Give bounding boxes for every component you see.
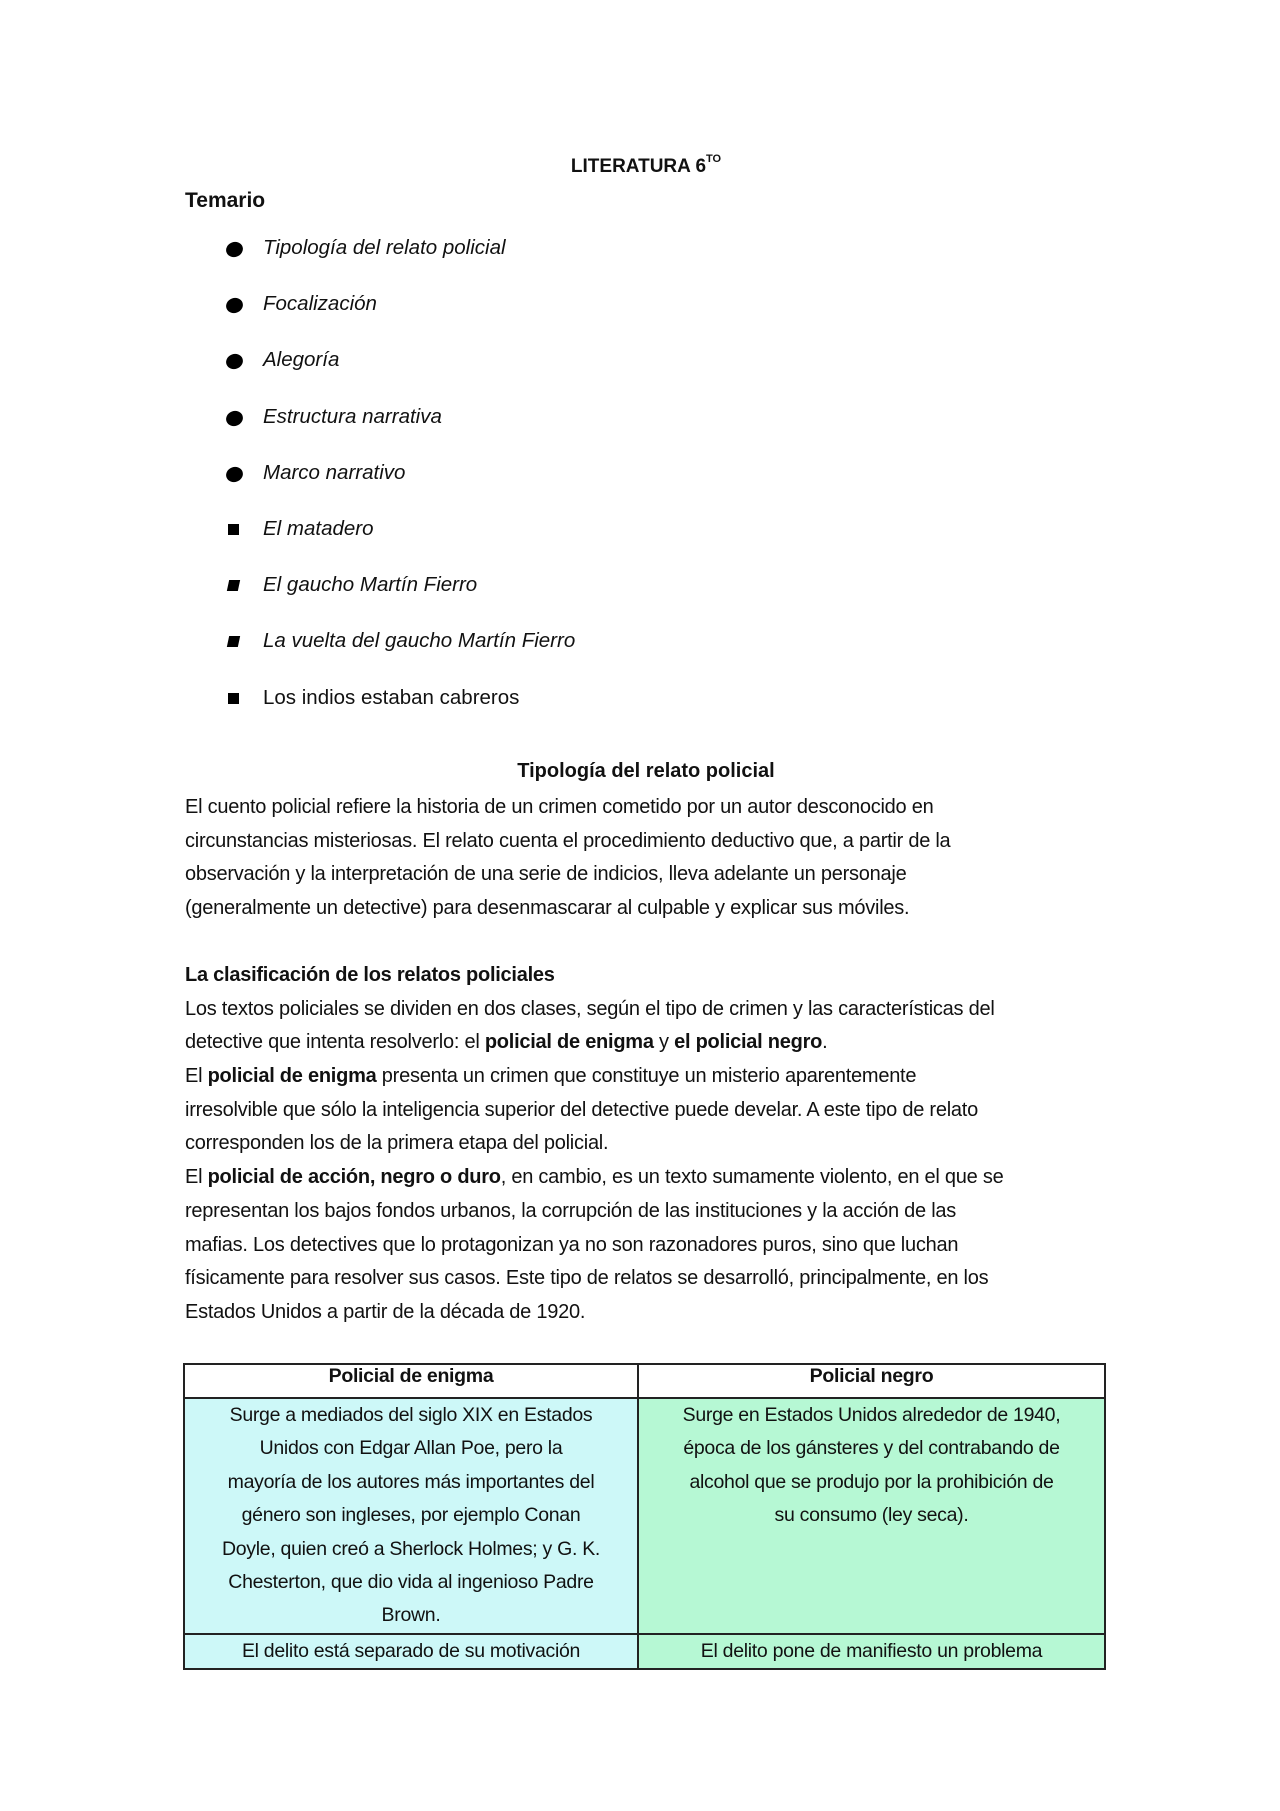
cell-line: Brown. bbox=[381, 1604, 441, 1627]
temario-item-label: El gaucho Martín Fierro bbox=[263, 573, 478, 597]
bold-text: policial de acción, negro o duro bbox=[207, 1166, 501, 1189]
text-run: circunstancias misteriosas. El relato cuenta el procedimiento deductivo que, a partir de la bbox=[185, 829, 951, 852]
temario-item-label: La vuelta del gaucho Martín Fierro bbox=[263, 629, 576, 653]
text-run: mafias. Los detectives que lo protagonizan ya no son razonadores puros, sino que luchan bbox=[185, 1233, 959, 1256]
bullet-square-icon bbox=[227, 636, 240, 647]
cell-line: género son ingleses, por ejemplo Conan bbox=[241, 1504, 581, 1527]
text-line bbox=[185, 1296, 1003, 1330]
bold-text: La clasificación de los relatos policiales bbox=[185, 964, 555, 986]
bullet-circle-icon bbox=[224, 296, 245, 316]
cell-line: Chesterton, que dio vida al ingenioso Padre bbox=[228, 1570, 594, 1593]
cell-negro bbox=[638, 1634, 1105, 1669]
text-line bbox=[185, 1060, 1003, 1094]
text-run: El bbox=[185, 1065, 208, 1088]
text-run: . bbox=[822, 1031, 828, 1054]
text-line bbox=[185, 993, 1003, 1027]
text-line bbox=[185, 959, 1003, 993]
temario-item-label: Marco narrativo bbox=[263, 460, 406, 484]
bullet-circle-icon bbox=[224, 352, 245, 372]
cell-line: Doyle, quien creó a Sherlock Holmes; y G. K. bbox=[221, 1537, 601, 1560]
text-line bbox=[185, 1026, 1003, 1060]
text-run: representan los bajos fondos urbanos, la corrupción de las instituciones y la acción de las bbox=[185, 1199, 957, 1222]
text-run: presenta un crimen que constituye un misterio aparentemente bbox=[376, 1065, 917, 1088]
text-run: y bbox=[653, 1031, 675, 1054]
bullet-circle-icon bbox=[224, 240, 245, 260]
text-run: El bbox=[185, 1166, 208, 1189]
text-run: (generalmente un detective) para desenmascarar al culpable y explicar sus móviles. bbox=[185, 897, 910, 920]
bold-text: policial de enigma bbox=[484, 1031, 654, 1054]
temario-item-label: Alegoría bbox=[263, 348, 340, 372]
cell-line: Surge en Estados Unidos alrededor de 1940, bbox=[682, 1404, 1061, 1426]
text-run: irresolvible que sólo la inteligencia superior del detective puede develar. A este tipo de relato bbox=[185, 1098, 978, 1121]
cell-enigma bbox=[184, 1634, 638, 1669]
cell-line: Surge a mediados del siglo XIX en Estados bbox=[229, 1404, 593, 1426]
cell-negro bbox=[638, 1398, 1105, 1634]
temario-item-label: El matadero bbox=[263, 517, 374, 540]
temario-item-label: Focalización bbox=[263, 292, 377, 316]
text-run: detective que intenta resolverlo: el bbox=[185, 1031, 485, 1054]
text-line bbox=[185, 825, 950, 859]
temario-item-label: Estructura narrativa bbox=[263, 404, 442, 428]
paragraph-clasificacion bbox=[185, 959, 1003, 1330]
cell-line: El delito está separado de su motivación bbox=[241, 1639, 581, 1662]
comparison-table bbox=[183, 1363, 1106, 1670]
table-row bbox=[184, 1634, 1105, 1669]
cell-line: época de los gánsteres y del contrabando de bbox=[683, 1437, 1060, 1460]
text-line bbox=[185, 1262, 1003, 1296]
table-row bbox=[184, 1398, 1105, 1634]
header-enigma: Policial de enigma bbox=[184, 1364, 638, 1398]
text-run: El cuento policial refiere la historia de un crimen cometido por un autor desconocido en bbox=[185, 796, 934, 818]
temario-item-label: Los indios estaban cabreros bbox=[263, 685, 520, 709]
text-run: observación y la interpretación de una serie de indicios, lleva adelante un personaje bbox=[185, 863, 907, 886]
text-line bbox=[185, 858, 950, 892]
text-line bbox=[185, 791, 950, 825]
cell-line: mayoría de los autores más importantes del bbox=[227, 1470, 595, 1493]
paragraph-tipologia bbox=[185, 791, 950, 926]
text-run: , en cambio, es un texto sumamente violento, en el que se bbox=[500, 1166, 1004, 1189]
bullet-circle-icon bbox=[224, 464, 245, 484]
text-line bbox=[185, 1229, 1003, 1263]
text-run: Estados Unidos a partir de la década de 1920. bbox=[185, 1300, 586, 1323]
cell-line: su consumo (ley seca). bbox=[774, 1504, 969, 1527]
document-title: LITERATURA $6^{TO}$ bbox=[570, 153, 722, 177]
text-line bbox=[185, 892, 950, 926]
text-line bbox=[185, 1195, 1003, 1229]
bullet-circle-icon bbox=[224, 408, 245, 428]
text-line bbox=[185, 1161, 1003, 1195]
temario-item-label: Tipología del relato policial bbox=[263, 236, 506, 259]
bullet-square-icon bbox=[228, 524, 239, 535]
text-line bbox=[185, 1094, 1003, 1128]
text-run: físicamente para resolver sus casos. Este tipo de relatos se desarrolló, principalmente, en los bbox=[185, 1267, 989, 1290]
text-line bbox=[185, 1127, 1003, 1161]
cell-enigma bbox=[184, 1398, 638, 1634]
header-negro: Policial negro bbox=[638, 1364, 1105, 1398]
cell-line: alcohol que se produjo por la prohibición de bbox=[689, 1470, 1054, 1493]
cell-line: El delito pone de manifiesto un problema bbox=[700, 1639, 1043, 1662]
text-run: Los textos policiales se dividen en dos clases, según el tipo de crimen y las características del bbox=[185, 997, 995, 1020]
cell-line: Unidos con Edgar Allan Poe, pero la bbox=[259, 1437, 563, 1460]
bullet-square-icon bbox=[228, 693, 239, 704]
temario-heading: Temario bbox=[185, 189, 266, 212]
bold-text: el policial negro bbox=[674, 1031, 823, 1054]
bullet-square-icon bbox=[227, 580, 240, 591]
bold-text: policial de enigma bbox=[207, 1065, 377, 1088]
text-run: corresponden los de la primera etapa del policial. bbox=[185, 1132, 609, 1155]
section-heading-tipologia: Tipología del relato policial bbox=[517, 760, 775, 782]
